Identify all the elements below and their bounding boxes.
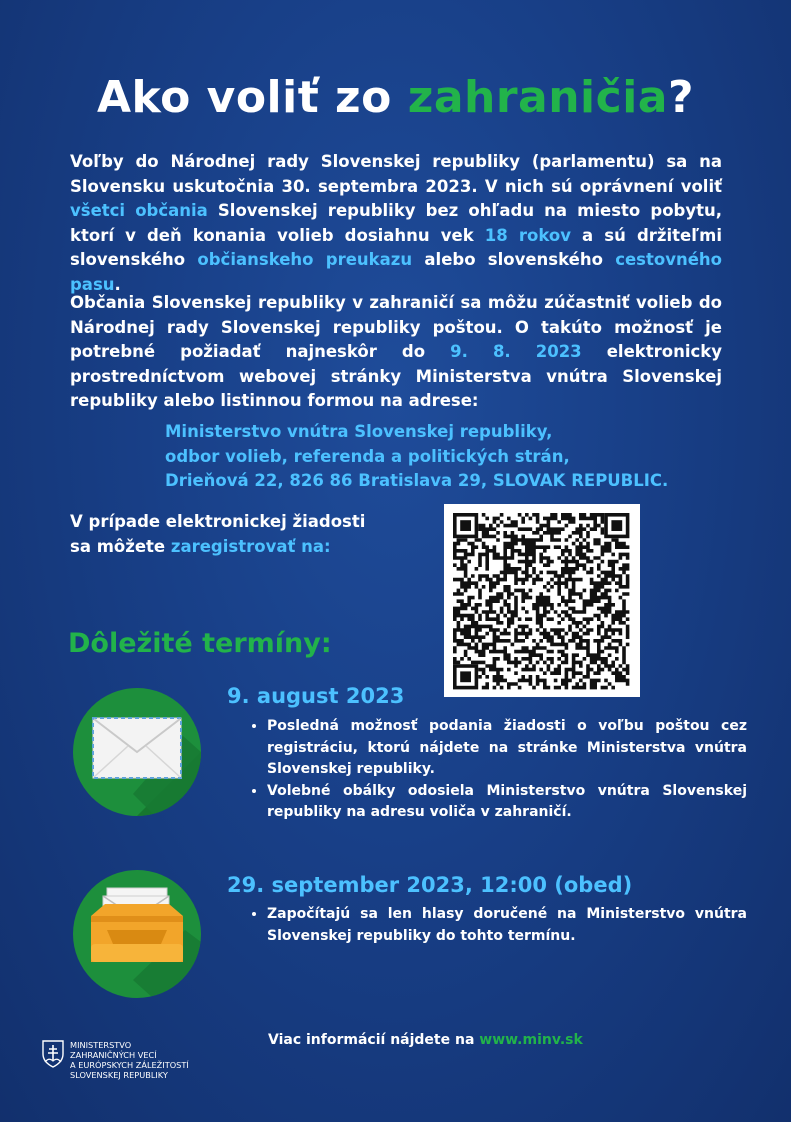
register-highlight: zaregistrovať na:	[170, 536, 331, 556]
deadline-date-2: 29. september 2023, 12:00 (obed)	[227, 873, 633, 897]
deadline-date-1: 9. august 2023	[227, 684, 405, 708]
website-link[interactable]: www.minv.sk	[479, 1032, 583, 1048]
ministry-line: SLOVENSKEJ REPUBLIKY	[70, 1070, 168, 1080]
address-line-1: Ministerstvo vnútra Slovenskej republiky,	[165, 422, 553, 441]
highlight-id-card: občianskeho preukazu	[197, 250, 413, 269]
ministry-logo	[42, 1040, 242, 1090]
title-text: Ako voliť zo	[96, 72, 408, 123]
list-item: • Posledná možnosť podania žiadosti o voľbu poštou cez registráciu, ktorú nájdete na stránke Ministerstva vnútra Slovenskej republiky.	[267, 716, 747, 781]
address-line-2: odbor volieb, referenda a politických strán,	[165, 446, 570, 466]
deadline-list-2	[245, 904, 747, 947]
coat-of-arms-icon	[42, 1040, 64, 1068]
inbox-tray-icon	[73, 870, 201, 998]
title-question-mark: ?	[668, 72, 695, 123]
intro-paragraph: Voľby do Národnej rady Slovenskej republiky (parlamentu) sa na Slovensku uskutočnia 30. septembra 2023. V nich sú oprávnení voliť všetci občania Slovenskej republiky bez ohľadu na miesto pobytu, ktorí v deň konania volieb dosiahnu vek 18 rokov a sú držiteľmi slovenského občianskeho preukazu alebo slovenského cestovného pasu.	[70, 152, 722, 294]
footer-info: Viac informácií nájdete na www.minv.sk	[268, 1032, 583, 1048]
registration-text: V prípade elektronickej žiadosti sa môžete zaregistrovať na:	[70, 512, 366, 556]
qr-code[interactable]	[444, 504, 640, 697]
address-line-3: Drieňová 22, 826 86 Bratislava 29, SLOVAK REPUBLIC.	[165, 471, 669, 490]
list-item: • Volebné obálky odosiela Ministerstvo vnútra Slovenskej republiky na adresu voliča v zahraničí.	[267, 781, 747, 824]
title-highlight: zahraničia	[407, 72, 668, 123]
highlight-deadline: 9. 8. 2023	[450, 342, 582, 361]
ministry-line: ZAHRANIČNÝCH VECÍ	[70, 1050, 157, 1060]
list-item: • Započítajú sa len hlasy doručené na Ministerstvo vnútra Slovenskej republiky do tohto termínu.	[267, 904, 747, 947]
highlight-passport: cestovného pasu	[70, 250, 722, 294]
envelope-icon	[73, 688, 201, 816]
postal-vote-paragraph: Občania Slovenskej republiky v zahraničí sa môžu zúčastniť volieb do Národnej rady Slovenskej republiky poštou. O takúto možnosť je potrebné požiadať najneskôr do 9. 8. 2023 elektronicky prostredníctvom webovej stránky Ministerstva vnútra Slovenskej republiky alebo listinnou formou na adrese:	[70, 293, 723, 410]
ministry-line: MINISTERSTVO	[70, 1040, 132, 1050]
page-title	[0, 72, 791, 123]
qr-code-image	[444, 504, 640, 697]
highlight-all-citizens: všetci občania	[70, 201, 208, 220]
deadline-list-1	[245, 716, 747, 824]
highlight-age: 18 rokov	[484, 225, 571, 245]
ministry-line: A EURÓPSKYCH ZÁLEŽITOSTÍ	[70, 1060, 189, 1070]
ministry-address	[165, 420, 705, 494]
deadlines-heading: Dôležité termíny:	[68, 628, 332, 659]
